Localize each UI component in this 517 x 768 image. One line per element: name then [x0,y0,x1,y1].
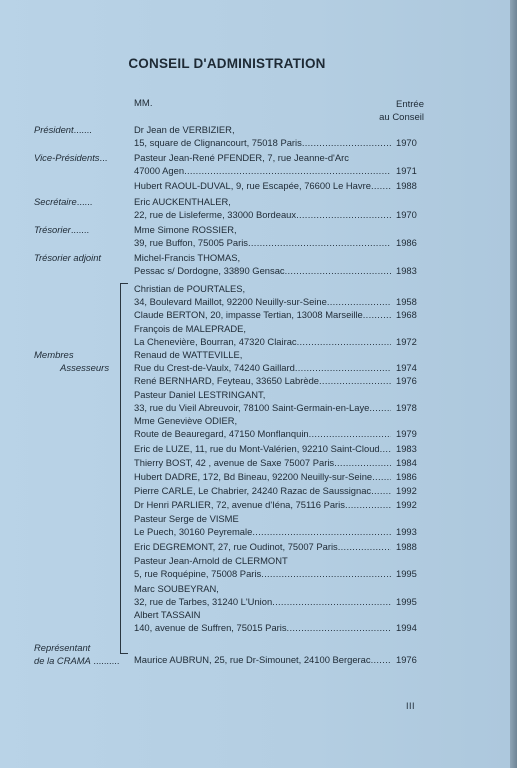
address-line [134,526,391,539]
member-name: René BERNHARD, Feyteau, 33650 Labrède [134,375,320,386]
dot-leader [363,309,391,322]
page-number: III [406,701,416,711]
member-name: Michel-Francis THOMAS, [134,252,241,263]
address-line [134,375,391,388]
address-line [134,622,391,635]
dot-leader [371,654,391,667]
entry-year: 1968 [396,309,417,320]
entry-year: 1979 [396,427,417,439]
dot-leader [334,457,391,470]
member-name: Dr Henri PARLIER, 72, avenue d'Iéna, 75116 Paris [134,499,345,510]
member-name: Hubert DADRE, 172, Bd Bineau, 92200 Neuilly-sur-Seine [134,471,373,482]
address-line [134,296,391,309]
dot-leader [285,265,391,278]
address-line [134,349,391,362]
entry-year: 1983 [396,264,417,276]
address-line [134,237,391,250]
dot-leader [287,622,391,635]
dot-leader [369,402,391,415]
entry-year: 1976 [396,654,417,665]
dot-leader [371,485,391,498]
role-label-text: Trésorier [34,224,71,235]
dot-leader [371,180,391,193]
entry-year: 1992 [396,499,417,510]
role-label: Vice-Présidents... [34,152,108,163]
address-line [134,568,391,581]
address-line [134,485,391,498]
role-label-text: Président [34,124,74,135]
member-address: 140, avenue de Suffren, 75015 Paris [134,621,287,633]
role-label: Secrétaire...... [34,196,93,207]
address-line [134,137,391,150]
crama-label-line2: de la CRAMA .......... [34,654,120,666]
entry-year: 1958 [396,295,417,307]
member-address: 47000 Agen [134,164,185,176]
address-line [134,499,391,512]
dot-leader [295,362,391,375]
membres-assesseurs-label [34,350,109,376]
member-name: Dr Jean de VERBIZIER, [134,124,235,135]
member-name: Mme Geneviève ODIER, [134,415,238,426]
member-name: François de MALEPRADE, [134,323,247,334]
member-name: Christian de POURTALES, [134,283,246,294]
member-address: Route de Beauregard, 47150 Monflanquin [134,427,309,439]
dot-leader [309,428,391,441]
address-line [134,362,391,375]
address-line [134,209,391,222]
entry-year: 1994 [396,621,417,633]
address-line [134,283,391,296]
entry-year: 1993 [396,525,417,537]
member-name: Renaud de WATTEVILLE, [134,349,243,360]
member-name: Albert TASSAIN [134,609,201,620]
member-name: Claude BERTON, 20, impasse Tertian, 13008 Marseille [134,309,363,320]
address-line [134,124,391,137]
role-label [34,252,122,265]
column-header-entree-line2: au Conseil [379,112,424,123]
entry-year: 1983 [396,443,417,454]
address-line [134,555,391,568]
member-address: 22, rue de Lisleferme, 33000 Bordeaux [134,208,297,220]
member-address: 5, rue Roquépine, 75008 Paris [134,567,262,579]
address-line [134,513,391,526]
dot-leader [345,499,391,512]
member-address: 33, rue du Vieil Abreuvoir, 78100 Saint-Germain-en-Laye [134,401,370,413]
column-header-mm: MM. [134,98,153,109]
entry-year: 1971 [396,164,417,176]
member-address: Rue du Crest-de-Vaulx, 74240 Gaillard [134,361,295,373]
address-line [134,402,391,415]
member-address: Pessac s/ Dordogne, 33890 Gensac [134,264,285,276]
entry-year: 1978 [396,401,417,413]
member-address: La Chenevière, Bourran, 47320 Clairac [134,335,297,347]
entry-year: 1988 [396,541,417,552]
role-label: Trésorier....... [34,224,90,235]
assesseurs-bracket [120,283,128,654]
dot-leader [184,165,391,178]
member-name: Mme Simone ROSSIER, [134,224,237,235]
column-header-entree-line1: Entrée [396,99,424,110]
address-line [134,415,391,428]
entry-year: 1974 [396,361,417,373]
address-line [134,309,391,322]
dot-leader [296,209,391,222]
crama-label-line1: Représentant [34,642,91,653]
address-line [134,152,391,165]
member-name: Pasteur Serge de VISME [134,513,239,524]
dot-leader [372,471,391,484]
dot-leader [297,336,391,349]
address-line [134,583,391,596]
member-name: Pasteur Jean-René PFENDER, 7, rue Jeanne-d'Arc [134,152,349,163]
address-line [134,252,391,265]
dot-leader [248,237,391,250]
member-name: Pasteur Daniel LESTRINGANT, [134,389,266,400]
member-name: Hubert RAOUL-DUVAL, 9, rue Escapée, 76600 Le Havre [134,180,371,191]
dot-leader [380,443,391,456]
member-name: Eric de LUZE, 11, rue du Mont-Valérien, 92210 Saint-Cloud [134,443,380,454]
assesseurs-label: Assesseurs [60,362,110,374]
address-line [134,165,391,178]
role-label-text: Secrétaire [34,196,77,207]
entry-year: 1970 [396,208,417,220]
dot-leader [261,568,391,581]
member-name: Pasteur Jean-Arnold de CLERMONT [134,555,288,566]
member-name: Eric DEGREMONT, 27, rue Oudinot, 75007 Paris [134,541,338,552]
role-label: Président....... [34,124,92,135]
entry-year: 1995 [396,595,417,607]
member-address: Le Puech, 30160 Peyremale [134,525,253,537]
entry-year: 1995 [396,567,417,579]
address-line [134,389,391,402]
address-line [134,196,391,209]
dot-leader [338,541,391,554]
entry-year: 1986 [396,471,417,482]
dot-leader [319,375,391,388]
membres-label: Membres [34,350,74,361]
address-line [134,654,391,667]
column-header-entree [379,98,424,124]
dot-leader [252,526,391,539]
address-line [134,471,391,484]
entry-year: 1992 [396,485,417,496]
member-name: Thierry BOST, 42 , avenue de Saxe 75007 Paris [134,457,335,468]
member-address: 15, square de Clignancourt, 75018 Paris [134,136,302,148]
member-address: 32, rue de Tarbes, 31240 L'Union [134,595,273,607]
dot-leader [327,296,391,309]
address-line [134,541,391,554]
address-line [134,457,391,470]
address-line [134,596,391,609]
member-name: Marc SOUBEYRAN, [134,583,219,594]
page-edge-shadow [510,0,517,768]
address-line [134,265,391,278]
address-line [134,323,391,336]
role-label-text: Trésorier adjoint [34,252,102,263]
member-name: Pierre CARLE, Le Chabrier, 24240 Razac de Saussignac [134,485,372,496]
entry-year: 1984 [396,457,417,468]
member-address: 39, rue Buffon, 75005 Paris [134,236,248,248]
entry-year: 1986 [396,236,417,248]
address-line [134,180,391,193]
dot-leader [302,137,391,150]
dot-leader [272,596,391,609]
crama-label [34,642,119,668]
entry-year: 1976 [396,375,417,386]
page-title: CONSEIL D'ADMINISTRATION [128,56,326,71]
member-name: Eric AUCKENTHALER, [134,196,231,207]
member-name: Maurice AUBRUN, 25, rue Dr-Simounet, 24100 Bergerac [134,654,371,665]
address-line [134,609,391,622]
role-label-text: Vice-Présidents [34,152,100,163]
address-line [134,443,391,456]
crama-label-text: de la CRAMA [34,654,91,666]
address-line [134,428,391,441]
entry-year: 1970 [396,136,417,148]
member-address: 34, Boulevard Maillot, 92200 Neuilly-sur-Seine [134,295,327,307]
entry-year: 1972 [396,335,417,347]
address-line [134,224,391,237]
entry-year: 1988 [396,180,417,191]
address-line [134,336,391,349]
